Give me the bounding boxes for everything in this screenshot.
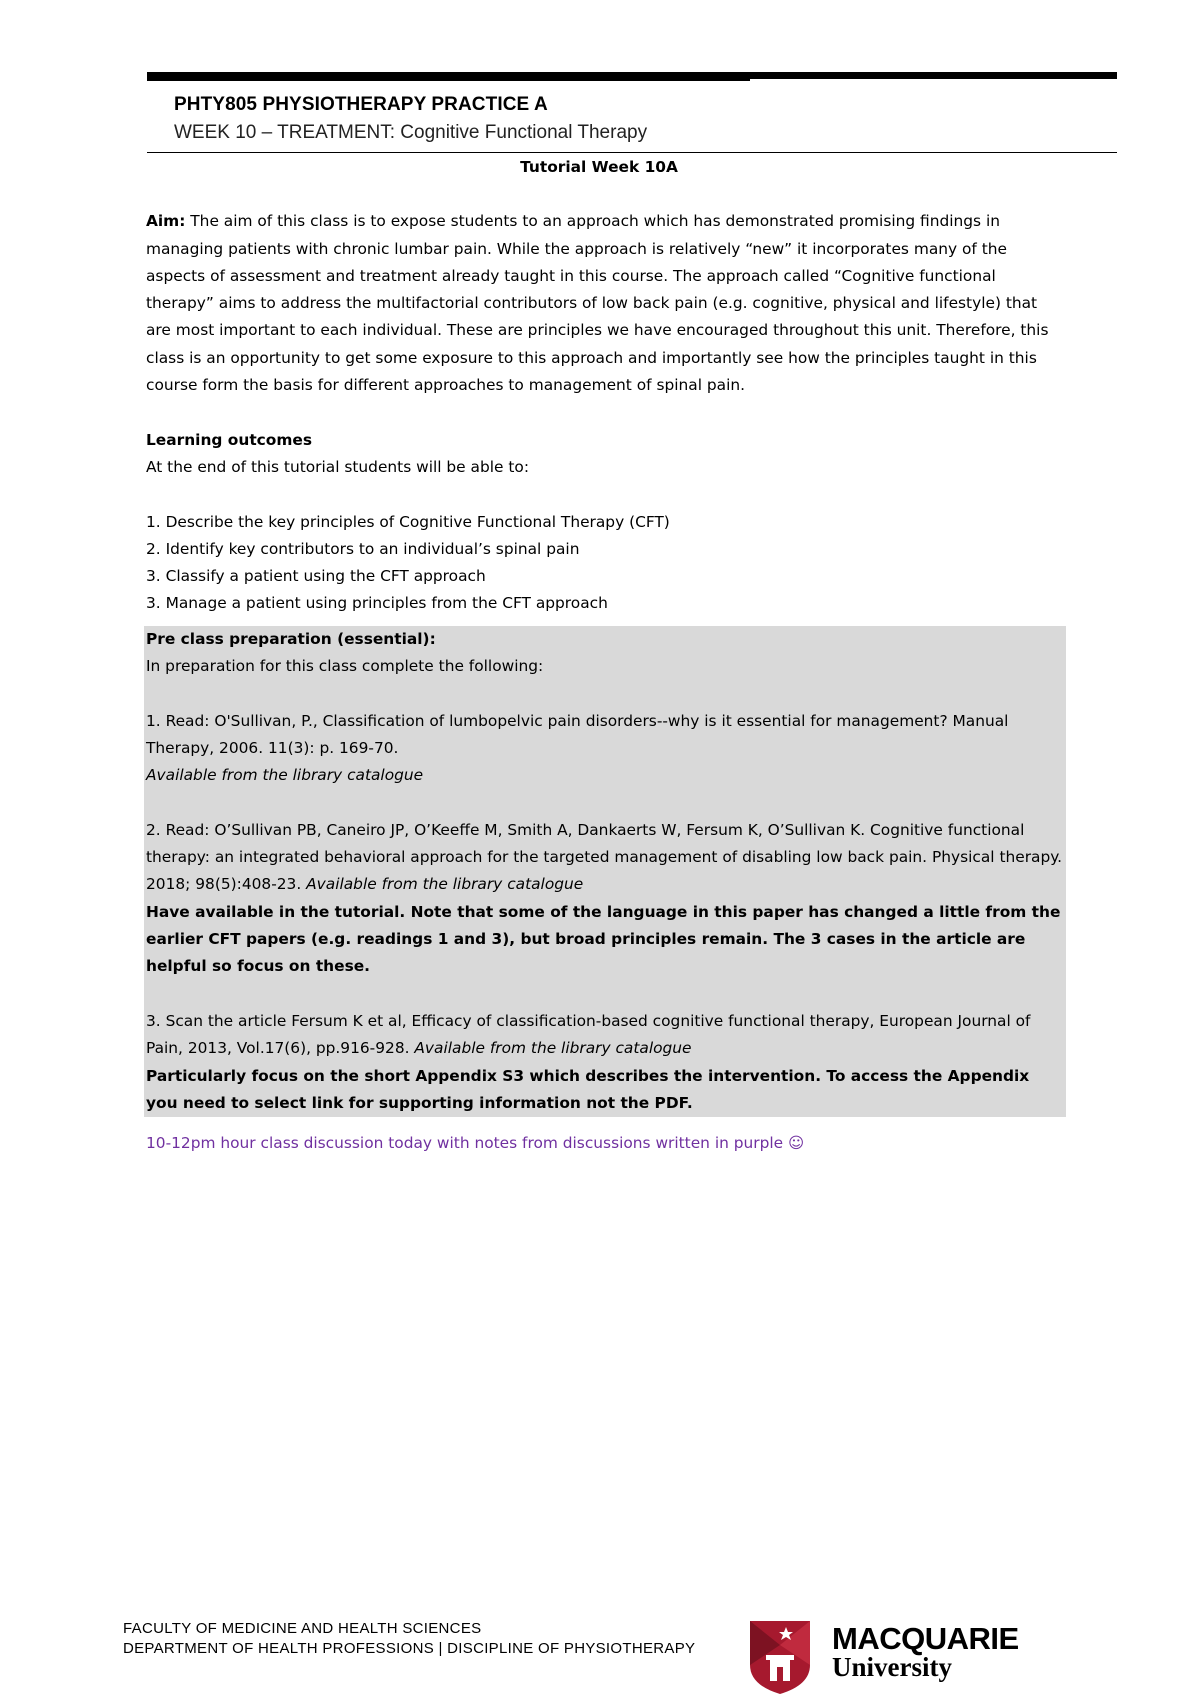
reading-2-text: Cognitive functional therapy: an integrated behavioral approach for the targeted management of disabling low back pain. Physical therapy. 2018; 98(5):408-23. [146,820,1063,894]
header-rule-thick [147,72,1117,79]
aim-text: The aim of this class is to expose students to an approach which has demonstrated promising findings in managing patients with chronic lumbar pain. While the approach is relatively “new” it incorporates many of the aspects of assessment and treatment already taught in this course. The approach called “Cognitive functional therapy” aims to address the multifactorial contributors of low back pain (e.g. cognitive, physical and lifestyle) that are most important to each individual. These are principles we have encouraged throughout this unit. Therefore, this class is an opportunity to get some exposure to this approach and importantly see how the principles taught in this course form the basis for different approaches to management of spinal pain. [146,212,1049,395]
outcome-item: 1. Describe the key principles of Cognitive Functional Therapy (CFT) [146,512,670,531]
reading-2 [146,817,1064,899]
reading-2-authors: 2. Read: O’Sullivan PB, Caneiro JP, O’Keeffe M, Smith A, Dankaerts W, Fersum K, O’Sullivan K. [146,820,866,839]
reading-3-availability: Available from the library catalogue [414,1039,692,1058]
document-body [146,154,1066,1157]
aim-label: Aim: [146,212,186,231]
header-rule-thin [147,152,1117,153]
reading-3-note: Particularly focus on the short Appendix S3 which describes the intervention. To access the Appendix you need to select link for supporting information not the PDF. [146,1066,1030,1112]
reading-3 [146,1008,1064,1063]
learning-outcomes-heading: Learning outcomes [146,430,313,449]
footer-department: DEPARTMENT OF HEALTH PROFESSIONS | DISCIPLINE OF PHYSIOTHERAPY [123,1640,696,1657]
outcome-item: 3. Classify a patient using the CFT approach [146,567,486,586]
week-title: WEEK 10 – TREATMENT: Cognitive Functional Therapy [174,122,648,143]
discussion-note: 10-12pm hour class discussion today with notes from discussions written in purple ☺ [146,1134,805,1153]
preparation-box [144,626,1066,1117]
reading-1: 1. Read: O'Sullivan, P., Classification of lumbopelvic pain disorders--why is it essential for management? Manual Therapy, 2006. 11(3): p. 169-70. [146,711,1009,757]
course-title: PHTY805 PHYSIOTHERAPY PRACTICE A [174,94,548,115]
reading-2-note: Have available in the tutorial. Note that some of the language in this paper has changed a little from the earlier CFT papers (e.g. readings 1 and 3), but broad principles remain. The 3 cases in the article are helpful so focus on these. [146,902,1061,976]
learning-outcomes-intro: At the end of this tutorial students will be able to: [146,457,530,476]
reading-2-availability: Available from the library catalogue [306,875,584,894]
logo-wordmark-sub: University [832,1652,952,1682]
tutorial-heading: Tutorial Week 10A [520,158,678,176]
header-rule-accent [147,79,750,81]
reading-3-text: 3. Scan the article Fersum K et al, Efficacy of classification-based cognitive functional therapy, European Journal of Pain, 2013, Vol.17(6), pp.916-928. [146,1011,1031,1058]
outcome-item: 3. Manage a patient using principles from the CFT approach [146,594,608,613]
outcome-item: 2. Identify key contributors to an individual’s spinal pain [146,539,580,558]
footer-faculty: FACULTY OF MEDICINE AND HEALTH SCIENCES [123,1620,482,1637]
preparation-heading: Pre class preparation (essential): [146,629,436,648]
aim-paragraph [146,208,1066,399]
logo-wordmark: MACQUARIE [832,1621,1019,1656]
reading-1-availability: Available from the library catalogue [146,766,424,785]
preparation-intro: In preparation for this class complete the following: [146,657,544,676]
